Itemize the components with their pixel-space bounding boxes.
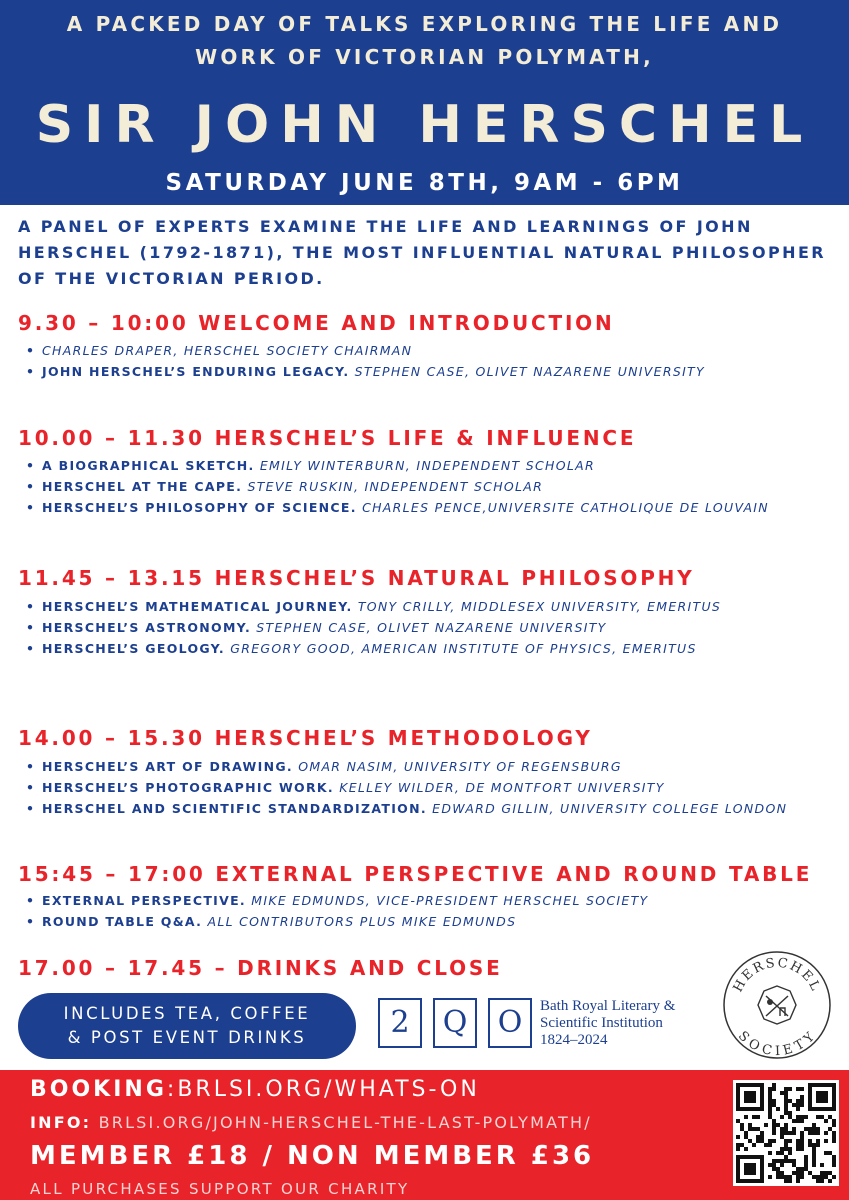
refreshments-badge	[18, 993, 356, 1059]
closing-heading: 17.00 – 17.45 – DRINKS AND CLOSE	[18, 956, 503, 980]
list-item	[22, 911, 827, 932]
talk-title: HERSCHEL’S PHOTOGRAPHIC WORK.	[42, 780, 334, 795]
brlsi-line-3: 1824–2024	[540, 1032, 608, 1048]
bullet-icon: •	[26, 620, 36, 635]
session-items	[22, 596, 827, 659]
talk-title: HERSCHEL’S ASTRONOMY.	[42, 620, 252, 635]
list-item	[22, 617, 827, 638]
talk-title: HERSCHEL AT THE CAPE.	[42, 479, 243, 494]
intro-line-1: A PACKED DAY OF TALKS EXPLORING THE LIFE AND	[66, 12, 783, 36]
ticket-prices: MEMBER £18 / NON MEMBER £36	[30, 1141, 595, 1171]
seal-text-top: HERSCHEL	[730, 955, 824, 995]
refreshments-line-2: & POST EVENT DRINKS	[67, 1028, 307, 1047]
bullet-icon: •	[26, 641, 36, 656]
session-heading: 15:45 – 17:00 EXTERNAL PERSPECTIVE AND ROUND TABLE	[18, 862, 813, 886]
talk-speaker: STEVE RUSKIN, INDEPENDENT SCHOLAR	[247, 479, 544, 494]
bullet-icon: •	[26, 599, 36, 614]
session-heading: 10.00 – 11.30 HERSCHEL’S LIFE & INFLUENCE	[18, 426, 637, 450]
talk-speaker: STEPHEN CASE, OLIVET NAZARENE UNIVERSITY	[354, 364, 705, 379]
booking-line	[30, 1077, 480, 1102]
list-item	[22, 798, 827, 819]
brlsi-logo-0: O	[488, 998, 532, 1048]
talk-title: A BIOGRAPHICAL SKETCH.	[42, 458, 255, 473]
bullet-icon: •	[26, 364, 36, 379]
talk-speaker: EMILY WINTERBURN, INDEPENDENT SCHOLAR	[259, 458, 595, 473]
list-item	[22, 890, 827, 911]
session-items	[22, 890, 827, 932]
info-url[interactable]: BRLSI.ORG/JOHN-HERSCHEL-THE-LAST-POLYMATH/	[98, 1113, 592, 1132]
talk-speaker: MIKE EDMUNDS, VICE-PRESIDENT HERSCHEL SOCIETY	[251, 893, 649, 908]
talk-speaker: KELLEY WILDER, DE MONTFORT UNIVERSITY	[339, 780, 665, 795]
booking-separator: :	[166, 1077, 178, 1102]
info-line	[30, 1113, 592, 1132]
event-date: SATURDAY JUNE 8TH, 9AM - 6PM	[165, 170, 684, 196]
bullet-icon: •	[26, 801, 36, 816]
talk-speaker: CHARLES PENCE,UNIVERSITE CATHOLIQUE DE LOUVAIN	[362, 500, 769, 515]
bullet-icon: •	[26, 343, 36, 358]
session-items	[22, 756, 827, 819]
info-label: INFO:	[30, 1113, 92, 1132]
session-heading: 14.00 – 15.30 HERSCHEL’S METHODOLOGY	[18, 726, 593, 750]
talk-speaker: GREGORY GOOD, AMERICAN INSTITUTE OF PHYSICS, EMERITUS	[230, 641, 697, 656]
qr-code[interactable]	[733, 1080, 839, 1186]
list-item	[22, 455, 827, 476]
session-items	[22, 455, 827, 518]
qr-code-icon	[733, 1080, 839, 1186]
talk-speaker: TONY CRILLY, MIDDLESEX UNIVERSITY, EMERITUS	[357, 599, 722, 614]
panel-description: A PANEL OF EXPERTS EXAMINE THE LIFE AND LEARNINGS OF JOHN HERSCHEL (1792-1871), THE MOST INFLUENTIAL NATURAL PHILOSOPHER OF THE VICTORIAN PERIOD.	[18, 217, 827, 288]
booking-url[interactable]: BRLSI.ORG/WHATS-ON	[177, 1077, 480, 1102]
talk-speaker: OMAR NASIM, UNIVERSITY OF REGENSBURG	[298, 759, 622, 774]
list-item	[22, 476, 827, 497]
seal-text-bottom: SOCIETY	[735, 1028, 820, 1059]
list-item	[22, 340, 827, 361]
bullet-icon: •	[26, 914, 36, 929]
talk-title: HERSCHEL’S GEOLOGY.	[42, 641, 225, 656]
booking-label: BOOKING	[30, 1077, 167, 1102]
list-item	[22, 638, 827, 659]
bullet-icon: •	[26, 759, 36, 774]
talk-title: HERSCHEL’S ART OF DRAWING.	[42, 759, 293, 774]
session-heading: 9.30 – 10:00 WELCOME AND INTRODUCTION	[18, 311, 615, 335]
bullet-icon: •	[26, 780, 36, 795]
brlsi-name	[540, 998, 675, 1049]
refreshments-line-1: INCLUDES TEA, COFFEE	[63, 1004, 311, 1023]
brlsi-line-2: Scientific Institution	[540, 1015, 663, 1031]
list-item	[22, 497, 827, 518]
session-items	[22, 340, 827, 382]
event-title: SIR JOHN HERSCHEL	[35, 95, 814, 155]
list-item	[22, 361, 827, 382]
talk-title: JOHN HERSCHEL’S ENDURING LEGACY.	[42, 364, 350, 379]
brlsi-logo-magnifier: Q	[433, 998, 477, 1048]
intro-line-2: WORK OF VICTORIAN POLYMATH,	[195, 45, 654, 69]
talk-title: HERSCHEL’S PHILOSOPHY OF SCIENCE.	[42, 500, 357, 515]
brlsi-line-1: Bath Royal Literary &	[540, 998, 676, 1014]
list-item	[22, 756, 827, 777]
talk-speaker: STEPHEN CASE, OLIVET NAZARENE UNIVERSITY	[256, 620, 607, 635]
talk-speaker: EDWARD GILLIN, UNIVERSITY COLLEGE LONDON	[432, 801, 788, 816]
bullet-icon: •	[26, 479, 36, 494]
brlsi-logo-2: 2	[378, 998, 422, 1048]
bullet-icon: •	[26, 893, 36, 908]
bullet-icon: •	[26, 458, 36, 473]
list-item	[22, 777, 827, 798]
talk-title: ROUND TABLE Q&A.	[42, 914, 203, 929]
talk-title: HERSCHEL’S MATHEMATICAL JOURNEY.	[42, 599, 353, 614]
session-heading: 11.45 – 13.15 HERSCHEL’S NATURAL PHILOSOPHY	[18, 566, 695, 590]
talk-title: HERSCHEL AND SCIENTIFIC STANDARDIZATION.	[42, 801, 427, 816]
talk-title: EXTERNAL PERSPECTIVE.	[42, 893, 246, 908]
herschel-society-seal-icon	[722, 950, 832, 1060]
charity-note: ALL PURCHASES SUPPORT OUR CHARITY	[30, 1180, 410, 1198]
bullet-icon: •	[26, 500, 36, 515]
talk-speaker: ALL CONTRIBUTORS PLUS MIKE EDMUNDS	[207, 914, 517, 929]
list-item	[22, 596, 827, 617]
talk-speaker: CHARLES DRAPER, HERSCHEL SOCIETY CHAIRMAN	[42, 343, 413, 358]
